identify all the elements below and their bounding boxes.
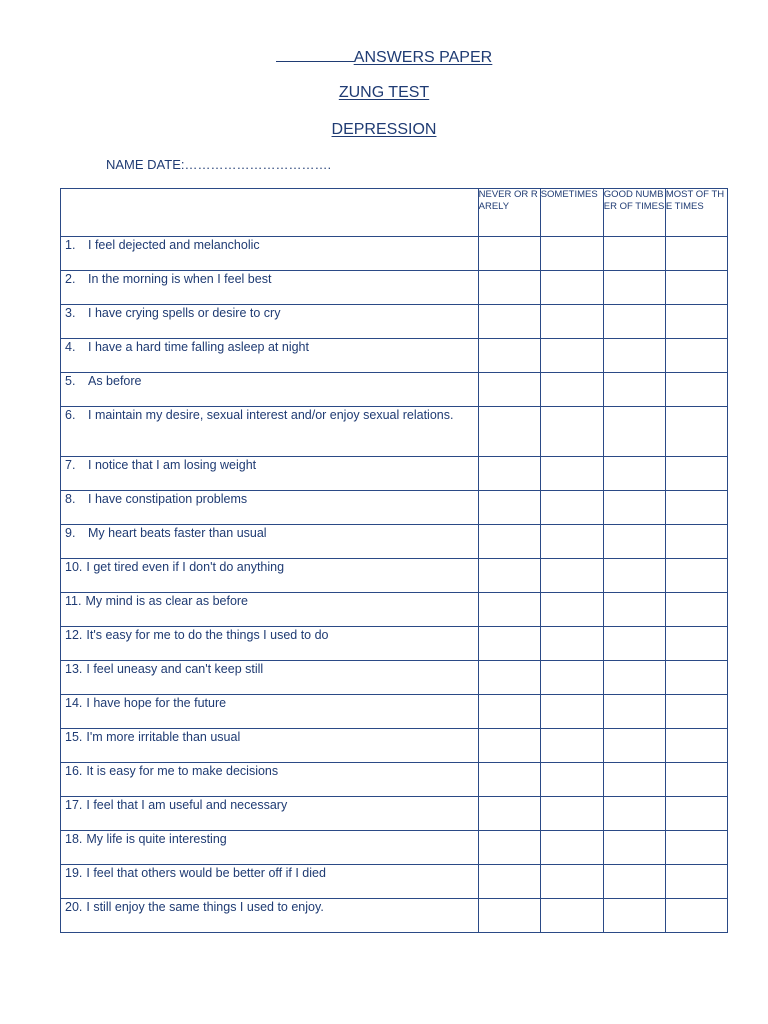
question-number: 15. (65, 730, 83, 744)
table-row (61, 899, 728, 933)
document-title-text: ANSWERS PAPER (353, 49, 493, 66)
question-text: I have crying spells or desire to cry (88, 306, 281, 320)
answer-cell-good-number[interactable] (603, 271, 665, 305)
table-row (61, 559, 728, 593)
answer-cell-never[interactable] (478, 525, 540, 559)
question-number: 8. (65, 492, 76, 506)
question-line (65, 593, 472, 610)
answer-cell-good-number[interactable] (603, 339, 665, 373)
answer-cell-never[interactable] (478, 627, 540, 661)
answer-cell-sometimes[interactable] (540, 491, 603, 525)
answer-cell-never[interactable] (478, 559, 540, 593)
name-date-field[interactable]: NAME DATE:……………………………. (106, 157, 332, 172)
question-line (65, 797, 472, 814)
question-line (65, 695, 472, 712)
answer-cell-sometimes[interactable] (540, 373, 603, 407)
question-number: 3. (65, 306, 76, 320)
answer-cell-good-number[interactable] (603, 695, 665, 729)
question-line (65, 525, 472, 542)
answer-cell-most[interactable] (665, 373, 727, 407)
question-number: 18. (65, 832, 83, 846)
question-cell (61, 729, 479, 763)
question-cell (61, 627, 479, 661)
answer-cell-most[interactable] (665, 729, 727, 763)
answer-cell-good-number[interactable] (603, 763, 665, 797)
answer-cell-sometimes[interactable] (540, 593, 603, 627)
question-cell (61, 305, 479, 339)
answer-cell-good-number[interactable] (603, 407, 665, 457)
question-number: 11. (65, 594, 82, 608)
question-text: I maintain my desire, sexual interest and/or enjoy sexual relations. (88, 408, 454, 422)
column-header-never: NEVER OR RARELY (478, 189, 540, 237)
answer-cell-sometimes[interactable] (540, 831, 603, 865)
question-line (65, 271, 472, 288)
answer-cell-good-number[interactable] (603, 491, 665, 525)
answer-cell-sometimes[interactable] (540, 865, 603, 899)
question-cell (61, 831, 479, 865)
question-cell (61, 271, 479, 305)
question-text: It's easy for me to do the things I used to do (86, 628, 329, 642)
table-row (61, 729, 728, 763)
title-underline-lead (276, 46, 354, 62)
answer-cell-never[interactable] (478, 237, 540, 271)
table-row (61, 271, 728, 305)
question-text: I get tired even if I don't do anything (86, 560, 285, 574)
answer-cell-good-number[interactable] (603, 457, 665, 491)
table-row (61, 661, 728, 695)
answer-cell-sometimes[interactable] (540, 305, 603, 339)
answer-cell-most[interactable] (665, 661, 727, 695)
question-line (65, 899, 472, 916)
answer-cell-good-number[interactable] (603, 559, 665, 593)
answer-cell-most[interactable] (665, 627, 727, 661)
question-number: 10. (65, 560, 83, 574)
answer-cell-never[interactable] (478, 899, 540, 933)
question-text: My heart beats faster than usual (88, 526, 267, 540)
question-cell (61, 797, 479, 831)
question-line (65, 729, 472, 746)
answer-cell-most[interactable] (665, 339, 727, 373)
question-cell (61, 457, 479, 491)
question-cell (61, 237, 479, 271)
answer-cell-never[interactable] (478, 763, 540, 797)
question-number: 9. (65, 526, 76, 540)
answer-cell-sometimes[interactable] (540, 237, 603, 271)
answer-cell-most[interactable] (665, 525, 727, 559)
answer-cell-never[interactable] (478, 695, 540, 729)
question-cell (61, 407, 479, 457)
question-cell (61, 559, 479, 593)
answer-cell-never[interactable] (478, 797, 540, 831)
question-cell (61, 763, 479, 797)
table-row (61, 339, 728, 373)
answer-cell-sometimes[interactable] (540, 899, 603, 933)
question-line (65, 627, 472, 644)
answer-cell-most[interactable] (665, 593, 727, 627)
question-text: In the morning is when I feel best (88, 272, 272, 286)
table-row (61, 593, 728, 627)
answer-cell-never[interactable] (478, 373, 540, 407)
question-number: 12. (65, 628, 83, 642)
column-header-most: MOST OF THE TIMES (665, 189, 727, 237)
question-column-header (61, 189, 479, 237)
answer-cell-most[interactable] (665, 237, 727, 271)
question-number: 14. (65, 696, 83, 710)
answer-cell-most[interactable] (665, 271, 727, 305)
answer-cell-sometimes[interactable] (540, 407, 603, 457)
question-number: 7. (65, 458, 76, 472)
answer-cell-never[interactable] (478, 339, 540, 373)
question-number: 6. (65, 408, 76, 422)
question-cell (61, 593, 479, 627)
question-cell (61, 491, 479, 525)
answer-cell-never[interactable] (478, 831, 540, 865)
answer-cell-good-number[interactable] (603, 627, 665, 661)
question-text: I feel that others would be better off if I died (86, 866, 326, 880)
question-text: I feel dejected and melancholic (88, 238, 260, 252)
question-line (65, 491, 472, 508)
question-line (65, 661, 472, 678)
question-cell (61, 525, 479, 559)
question-line (65, 865, 472, 882)
answer-cell-good-number[interactable] (603, 899, 665, 933)
answer-cell-good-number[interactable] (603, 661, 665, 695)
answer-cell-sometimes[interactable] (540, 457, 603, 491)
answer-cell-sometimes[interactable] (540, 661, 603, 695)
answer-cell-good-number[interactable] (603, 305, 665, 339)
answer-cell-good-number[interactable] (603, 797, 665, 831)
question-line (65, 559, 472, 576)
question-line (65, 407, 472, 424)
answer-cell-sometimes[interactable] (540, 271, 603, 305)
answer-cell-never[interactable] (478, 271, 540, 305)
question-text: I feel uneasy and can't keep still (86, 662, 264, 676)
question-cell (61, 661, 479, 695)
question-line (65, 457, 472, 474)
answer-cell-sometimes[interactable] (540, 627, 603, 661)
table-row (61, 407, 728, 457)
question-text: My mind is as clear as before (85, 594, 249, 608)
answer-cell-never[interactable] (478, 661, 540, 695)
question-text: I notice that I am losing weight (88, 458, 257, 472)
answer-cell-most[interactable] (665, 407, 727, 457)
question-line (65, 831, 472, 848)
answer-cell-sometimes[interactable] (540, 339, 603, 373)
answer-cell-sometimes[interactable] (540, 729, 603, 763)
table-row (61, 831, 728, 865)
question-line (65, 237, 472, 254)
answer-cell-most[interactable] (665, 559, 727, 593)
answer-cell-never[interactable] (478, 491, 540, 525)
answer-cell-most[interactable] (665, 695, 727, 729)
table-row (61, 237, 728, 271)
answer-cell-most[interactable] (665, 899, 727, 933)
answer-cell-most[interactable] (665, 491, 727, 525)
answer-cell-good-number[interactable] (603, 373, 665, 407)
answer-cell-sometimes[interactable] (540, 797, 603, 831)
question-line (65, 339, 472, 356)
answer-cell-good-number[interactable] (603, 237, 665, 271)
table-row (61, 695, 728, 729)
question-text: It is easy for me to make decisions (86, 764, 279, 778)
question-number: 16. (65, 764, 83, 778)
question-cell (61, 899, 479, 933)
question-number: 5. (65, 374, 76, 388)
test-name: ZUNG TEST (338, 84, 430, 101)
answer-cell-good-number[interactable] (603, 593, 665, 627)
answer-cell-never[interactable] (478, 729, 540, 763)
answer-cell-most[interactable] (665, 457, 727, 491)
question-text: I still enjoy the same things I used to enjoy. (86, 900, 324, 914)
questions-body (61, 237, 728, 933)
question-number: 2. (65, 272, 76, 286)
question-cell (61, 373, 479, 407)
question-line (65, 305, 472, 322)
question-number: 17. (65, 798, 83, 812)
table-row (61, 525, 728, 559)
answer-cell-never[interactable] (478, 457, 540, 491)
table-row (61, 457, 728, 491)
question-text: I have a hard time falling asleep at night (88, 340, 309, 354)
answer-cell-sometimes[interactable] (540, 695, 603, 729)
table-row (61, 305, 728, 339)
answers-table (60, 188, 728, 933)
answer-cell-good-number[interactable] (603, 525, 665, 559)
answer-cell-never[interactable] (478, 305, 540, 339)
question-cell (61, 339, 479, 373)
question-text: I feel that I am useful and necessary (86, 798, 288, 812)
question-line (65, 763, 472, 780)
answer-cell-never[interactable] (478, 865, 540, 899)
table-header-row (61, 189, 728, 237)
section-title: DEPRESSION (331, 121, 437, 138)
question-text: I have hope for the future (86, 696, 227, 710)
answer-cell-never[interactable] (478, 407, 540, 457)
answer-cell-most[interactable] (665, 763, 727, 797)
column-header-sometimes: SOMETIMES (540, 189, 603, 237)
answer-cell-most[interactable] (665, 865, 727, 899)
question-text: I'm more irritable than usual (86, 730, 241, 744)
question-number: 19. (65, 866, 83, 880)
question-line (65, 373, 472, 390)
question-text: My life is quite interesting (86, 832, 227, 846)
question-text: I have constipation problems (88, 492, 248, 506)
column-header-good-number: GOOD NUMBER OF TIMES (603, 189, 665, 237)
answer-cell-sometimes[interactable] (540, 763, 603, 797)
answer-cell-most[interactable] (665, 797, 727, 831)
question-cell (61, 695, 479, 729)
table-row (61, 373, 728, 407)
question-number: 20. (65, 900, 83, 914)
table-row (61, 865, 728, 899)
answer-cell-sometimes[interactable] (540, 559, 603, 593)
answer-cell-good-number[interactable] (603, 729, 665, 763)
table-row (61, 797, 728, 831)
question-text: As before (88, 374, 142, 388)
document-title (0, 46, 768, 67)
answer-cell-most[interactable] (665, 831, 727, 865)
question-number: 13. (65, 662, 83, 676)
table-row (61, 491, 728, 525)
table-row (61, 763, 728, 797)
answer-cell-most[interactable] (665, 305, 727, 339)
question-number: 4. (65, 340, 76, 354)
question-cell (61, 865, 479, 899)
answer-cell-good-number[interactable] (603, 865, 665, 899)
answer-cell-never[interactable] (478, 593, 540, 627)
question-number: 1. (65, 238, 76, 252)
answer-cell-sometimes[interactable] (540, 525, 603, 559)
answer-cell-good-number[interactable] (603, 831, 665, 865)
table-row (61, 627, 728, 661)
